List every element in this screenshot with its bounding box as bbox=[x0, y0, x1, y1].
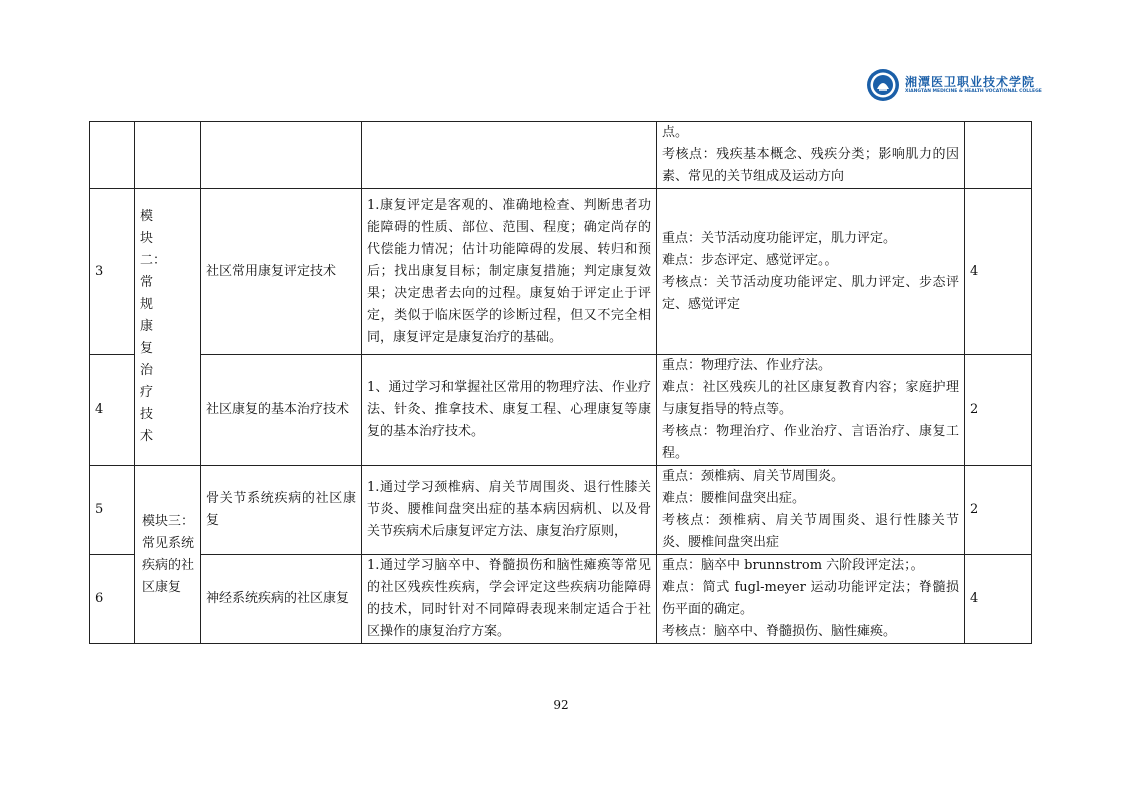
points-cell: 重点：脑卒中 brunnstrom 六阶段评定法；。 难点：简式 fugl-meyer 运动功能评定法；脊髓损伤平面的确定。 考核点：脑卒中、脊髓损伤、脑性瘫痪。 bbox=[657, 555, 965, 644]
points-cell: 重点：物理疗法、作业疗法。 难点：社区残疾儿的社区康复教育内容；家庭护理与康复指导的特点等。 考核点：物理治疗、作业治疗、言语治疗、康复工程。 bbox=[657, 355, 965, 466]
table-row bbox=[90, 122, 1032, 189]
content-cell: 1.通过学习脑卒中、脊髓损伤和脑性瘫痪等常见的社区残疾性疾病，学会评定这些疾病功能障碍的技术，同时针对不同障碍表现来制定适合于社区操作的康复治疗方案。 bbox=[362, 555, 657, 644]
row-number bbox=[90, 122, 135, 189]
module-cell bbox=[135, 122, 201, 189]
hours-cell: 2 bbox=[965, 466, 1032, 555]
school-name-en: XIANGTAN MEDICINE & HEALTH VOCATIONAL COLLEGE bbox=[905, 89, 1042, 94]
topic-cell: 社区常用康复评定技术 bbox=[201, 189, 362, 355]
module-3-cell: 模块三：常见系统疾病的社区康复 bbox=[135, 466, 201, 644]
row-number: 5 bbox=[90, 466, 135, 555]
table-row bbox=[90, 555, 1032, 644]
topic-cell: 神经系统疾病的社区康复 bbox=[201, 555, 362, 644]
row-number: 3 bbox=[90, 189, 135, 355]
course-table bbox=[89, 121, 1032, 644]
hours-cell bbox=[965, 122, 1032, 189]
topic-cell: 骨关节系统疾病的社区康复 bbox=[201, 466, 362, 555]
table-row bbox=[90, 355, 1032, 466]
row-number: 6 bbox=[90, 555, 135, 644]
hours-cell: 2 bbox=[965, 355, 1032, 466]
topic-cell bbox=[201, 122, 362, 189]
content-cell bbox=[362, 122, 657, 189]
table-row bbox=[90, 466, 1032, 555]
table-row bbox=[90, 189, 1032, 355]
content-cell: 1.通过学习颈椎病、肩关节周围炎、退行性膝关节炎、腰椎间盘突出症的基本病因病机、以及骨关节疾病术后康复评定方法、康复治疗原则， bbox=[362, 466, 657, 555]
content-cell: 1、通过学习和掌握社区常用的物理疗法、作业疗法、针灸、推拿技术、康复工程、心理康复等康复的基本治疗技术。 bbox=[362, 355, 657, 466]
points-cell: 重点：颈椎病、肩关节周围炎。 难点：腰椎间盘突出症。 考核点：颈椎病、肩关节周围炎、退行性膝关节炎、腰椎间盘突出症 bbox=[657, 466, 965, 555]
points-cell: 点。 考核点：残疾基本概念、残疾分类；影响肌力的因素、常见的关节组成及运动方向 bbox=[657, 122, 965, 189]
points-cell: 重点：关节活动度功能评定，肌力评定。 难点：步态评定、感觉评定。。 考核点：关节活动度功能评定、肌力评定、步态评定、感觉评定 bbox=[657, 189, 965, 355]
topic-cell: 社区康复的基本治疗技术 bbox=[201, 355, 362, 466]
school-logo bbox=[866, 66, 1042, 104]
school-seal-icon bbox=[866, 68, 900, 102]
content-cell: 1.康复评定是客观的、准确地检查、判断患者功能障碍的性质、部位、范围、程度；确定尚存的代偿能力情况；估计功能障碍的发展、转归和预后；找出康复目标；制定康复措施；判定康复效果；决定患者去向的过程。康复始于评定止于评定，类似于临床医学的诊断过程，但又不完全相同，康复评定是康复治疗的基础。 bbox=[362, 189, 657, 355]
module-2-cell: 模 块 二： 常 规 康 复 治 疗 技 术 bbox=[135, 189, 201, 466]
hours-cell: 4 bbox=[965, 189, 1032, 355]
school-name-cn: 湘潭医卫职业技术学院 bbox=[905, 75, 1036, 89]
hours-cell: 4 bbox=[965, 555, 1032, 644]
row-number: 4 bbox=[90, 355, 135, 466]
page-number: 92 bbox=[553, 698, 569, 712]
